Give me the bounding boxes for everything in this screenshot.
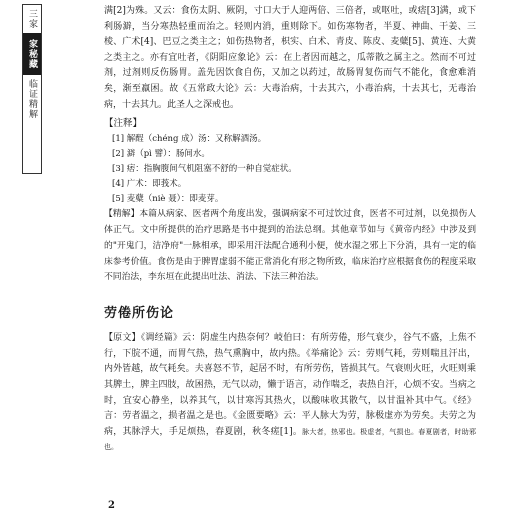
notes-heading: 【注释】 [104,118,143,130]
notes-block [104,116,476,207]
note-1: [1] 解酲（chéng 成）汤：又称解酒汤。 [112,134,267,145]
commentary: 【精解】本篇从病家、医者两个角度出发，强调病家不可过饮过食，医者不可过剂，以免损伤人体正气。文中所提供的治疗思路是书中提到的治法总纲。其他章节如与《黄帝内经》中涉及到的"开鬼门，洁净府"一脉相承，即采用汗法配合通利小便，使水湿之邪上下分消，具有一定的临床参考价值。食伤是由于脾胃虚弱不能正常消化有形之物所致，临床治疗应根据食伤的程度采取不同治法，李东垣在此提出吐法、消法、下法三种治法。 [104,209,476,283]
note-2: [2] 澼（pì 譬）：肠间水。 [112,149,210,160]
note-5: [5] 麦糵（niè 聂）：即麦芽。 [112,194,224,205]
side-tab-bottom: 临证精解 [27,79,37,119]
section-text-small: 脉大者，热邪也。极虚者，气损也。春夏剧者，时助邪也。 [104,427,477,452]
section-text-main: 【原文】《调经篇》云：阴虚生内热奈何？岐伯曰：有所劳倦，形气衰少，谷气不盛，上焦不行，下脘不通，而胃气热，热气熏胸中，故内热。《举痛论》云：劳则气耗，劳则喘且汗出，内外皆越，故气耗矣。夫喜怒不节，起居不时，有所劳伤，皆损其气。气衰则火旺，火旺则乘其脾土，脾主四肢，故困热，无气以动，懒于语言，动作喘乏，表热自汗，心烦不安。当病之时，宜安心静坐，以养其气，以甘寒泻其热火，以酸味收其散气，以甘温补其中气。《经》言：劳者温之，损者温之是也。《金匮要略》云：平人脉大为劳，脉极虚亦为劳矣。夫劳之为病，其脉浮大，手足烦热，春夏剧，秋冬瘥[1]。 [104,333,476,437]
note-4: [4] 广术：即莪术。 [112,179,187,190]
side-tab [22,4,42,174]
page-number: 2 [108,500,115,511]
section-text [104,331,476,456]
side-tab-middle: 家秘藏 [23,33,41,75]
paragraph-continuation: 满[2]为殊。又云：食伤太阴、厥阴，寸口大于人迎两倍、三倍者，或呕吐，或痞[3]满，或下利肠澼，当分寒热轻重而治之。轻则内消，重则除下。如伤寒物者，半夏、神曲、干姜、三棱、广术[4]、巴豆之类主之；如伤热物者，枳实、白术、青皮、陈皮、麦糵[5]、黄连、大黄之类主之。亦有宜吐者，《阴阳应象论》云：在上者因而越之，瓜蒂散之属主之。然而不可过剂，过剂则反伤肠胃。盖先因饮食自伤，又加之以药过，故肠胃复伤而气不能化，食愈难消矣，渐至羸困。故《五常政大论》云：大毒治病，十去其六，小毒治病，十去其七，无毒治病，十去其九。此圣人之深戒也。 [104,6,476,110]
note-3: [3] 痞：指胸腹间气机阻塞不舒的一种自觉症状。 [112,164,297,175]
side-tab-top: 三家 [27,9,37,29]
page-content [104,4,476,456]
section-title: 劳倦所伤论 [104,306,175,322]
